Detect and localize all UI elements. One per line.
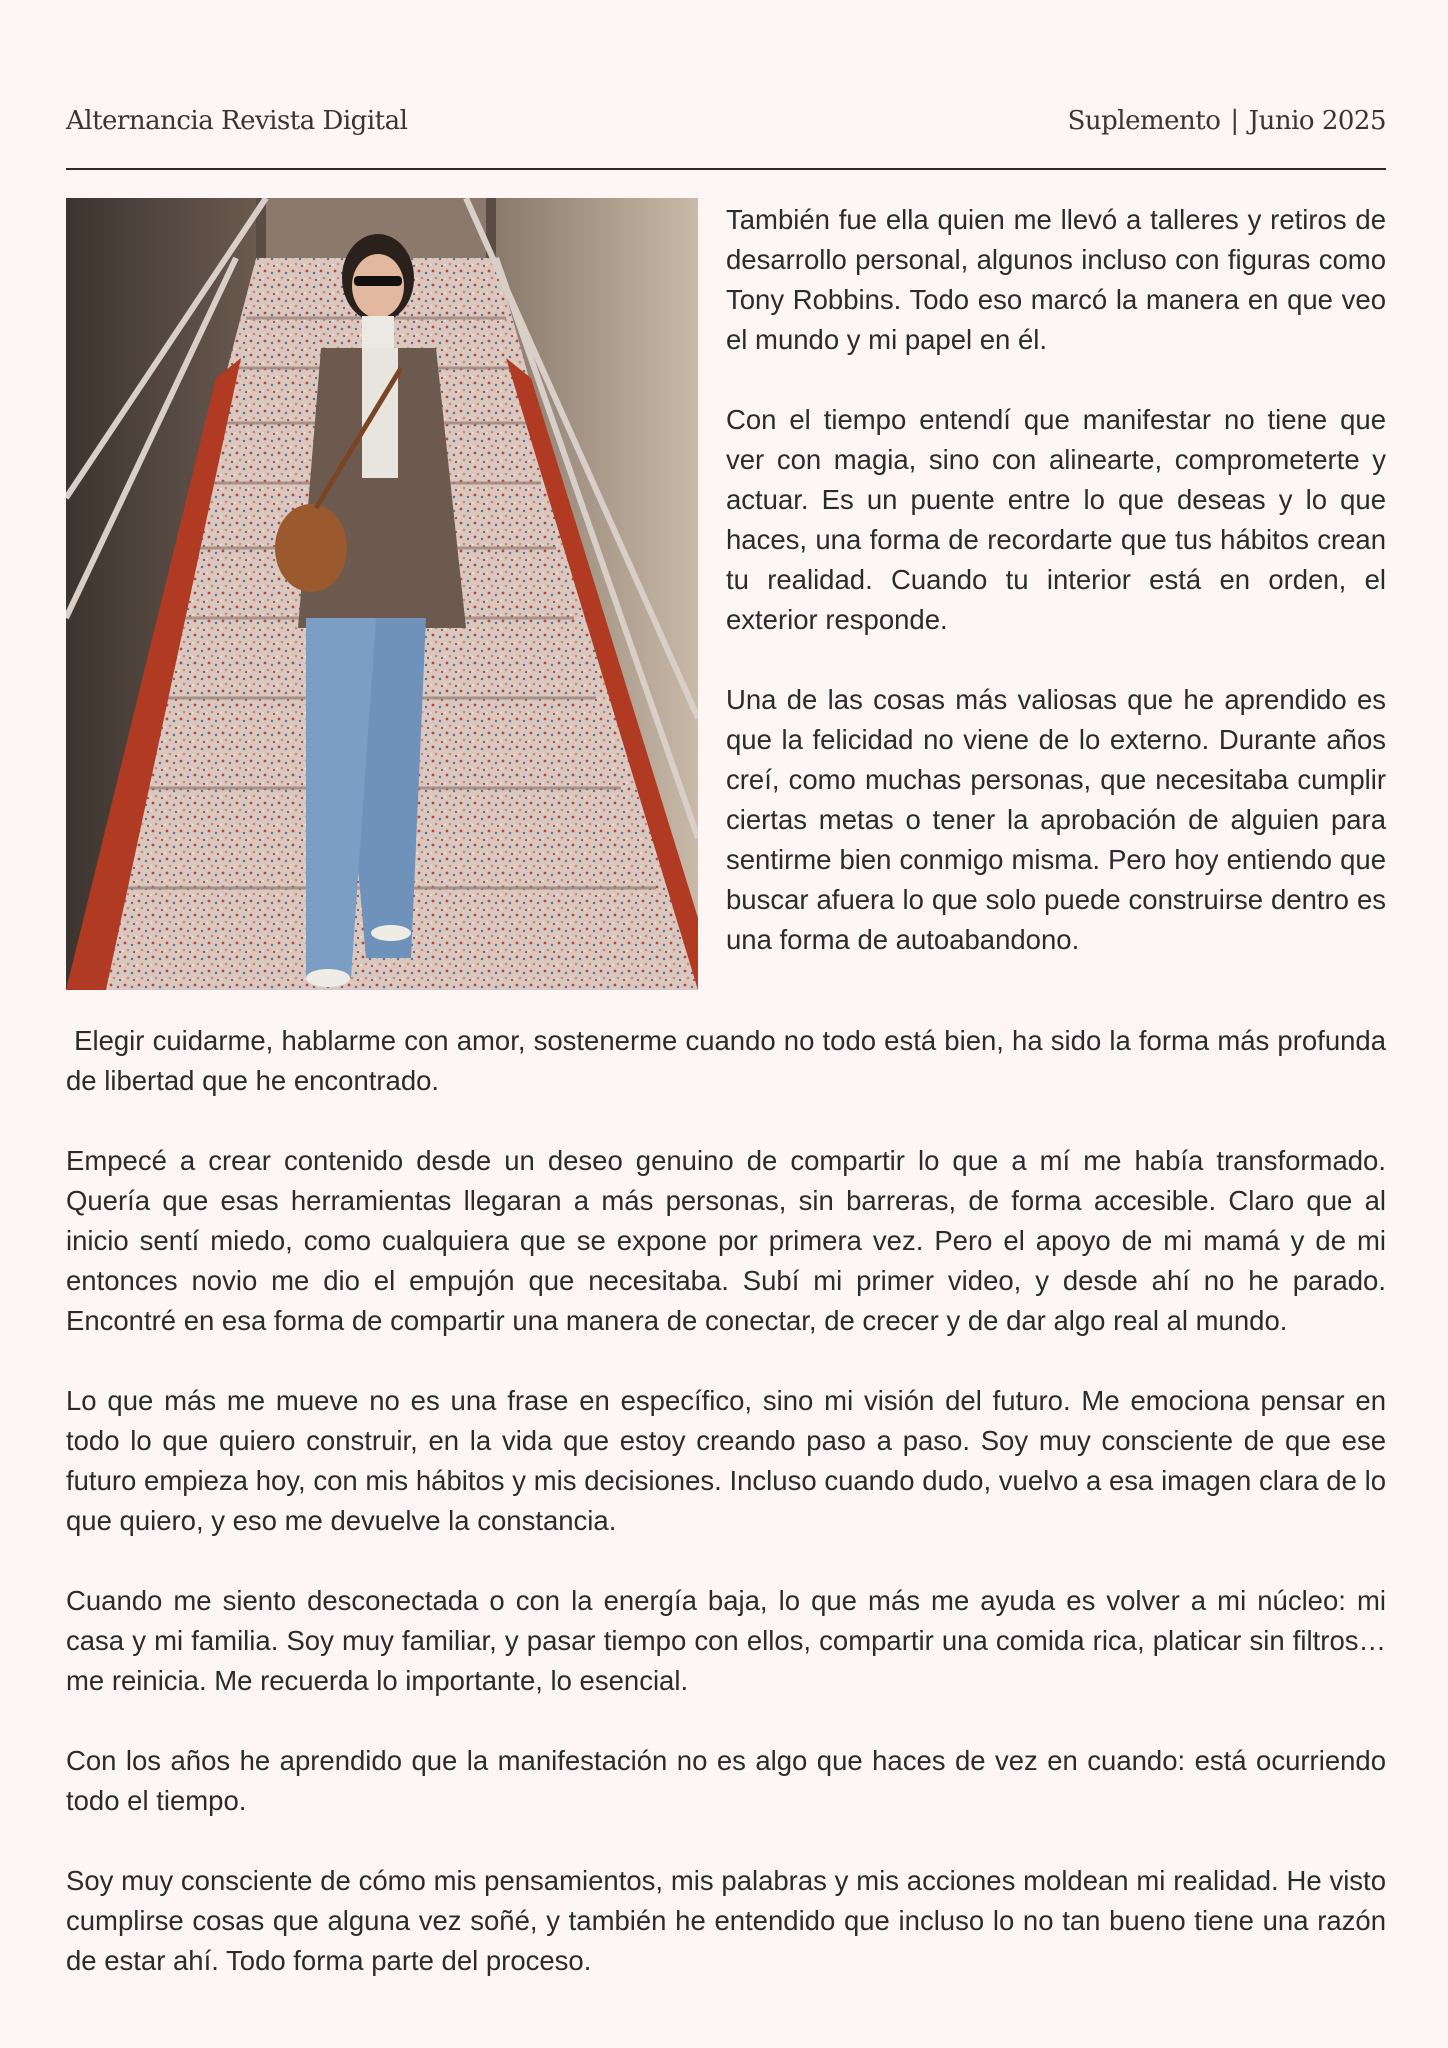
article-body [66,1021,1386,2021]
paragraph: Con el tiempo entendí que manifestar no tiene que ver con magia, sino con alinearte, comprometerte y actuar. Es un puente entre lo que deseas y lo que haces, una forma de recordarte que tus hábitos crean tu realidad. Cuando tu interior está en orden, el exterior responde. [726,404,1386,635]
publication-name: Alternancia Revista Digital [66,106,408,136]
issue-date: Junio 2025 [1248,106,1386,136]
separator: | [1230,106,1239,136]
paragraph: También fue ella quien me llevó a talleres y retiros de desarrollo personal, algunos incluso con figuras como Tony Robbins. Todo eso marcó la manera en que veo el mundo y mi papel en él. [726,204,1386,355]
paragraph: Con los años he aprendido que la manifestación no es algo que haces de vez en cuando: está ocurriendo todo el tiempo. [66,1745,1386,1816]
article-photo [66,198,698,990]
page-header [66,106,1386,170]
paragraph: Elegir cuidarme, hablarme con amor, sostenerme cuando no todo está bien, ha sido la forma más profunda de libertad que he encontrado. [66,1025,1386,1096]
paragraph: Cuando me siento desconectada o con la energía baja, lo que más me ayuda es volver a mi núcleo: mi casa y mi familia. Soy muy familiar, y pasar tiempo con ellos, compartir una comida rica, platicar sin filtros… me reinicia. Me recuerda lo importante, lo esencial. [66,1585,1386,1696]
photo-woman-descending-stairs-icon [66,198,698,990]
paragraph: Lo que más me mueve no es una frase en específico, sino mi visión del futuro. Me emociona pensar en todo lo que quiero construir, en la vida que estoy creando paso a paso. Soy muy consciente de que ese futuro empieza hoy, con mis hábitos y mis decisiones. Incluso cuando dudo, vuelvo a esa imagen clara de lo que quiero, y eso me devuelve la constancia. [66,1385,1386,1536]
paragraph: Soy muy consciente de cómo mis pensamientos, mis palabras y mis acciones moldean mi realidad. He visto cumplirse cosas que alguna vez soñé, y también he entendido que incluso lo no tan bueno tiene una razón de estar ahí. Todo forma parte del proceso. [66,1865,1386,1976]
section-label: Suplemento [1067,106,1221,136]
paragraph: Empecé a crear contenido desde un deseo genuino de compartir lo que a mí me había transformado. Quería que esas herramientas llegaran a más personas, sin barreras, de forma accesible. Claro que al inicio sentí miedo, como cualquiera que se expone por primera vez. Pero el apoyo de mi mamá y de mi entonces novio me dio el empujón que necesitaba. Subí mi primer video, y desde ahí no he parado. Encontré en esa forma de compartir una manera de conectar, de crecer y de dar algo real al mundo. [66,1145,1386,1336]
issue-info [1068,106,1386,136]
side-column-text [726,200,1386,1000]
paragraph: Una de las cosas más valiosas que he aprendido es que la felicidad no viene de lo externo. Durante años creí, como muchas personas, que necesitaba cumplir ciertas metas o tener la aprobación de alguien para sentirme bien conmigo misma. Pero hoy entiendo que buscar afuera lo que solo puede construirse dentro es una forma de autoabandono. [726,684,1386,955]
